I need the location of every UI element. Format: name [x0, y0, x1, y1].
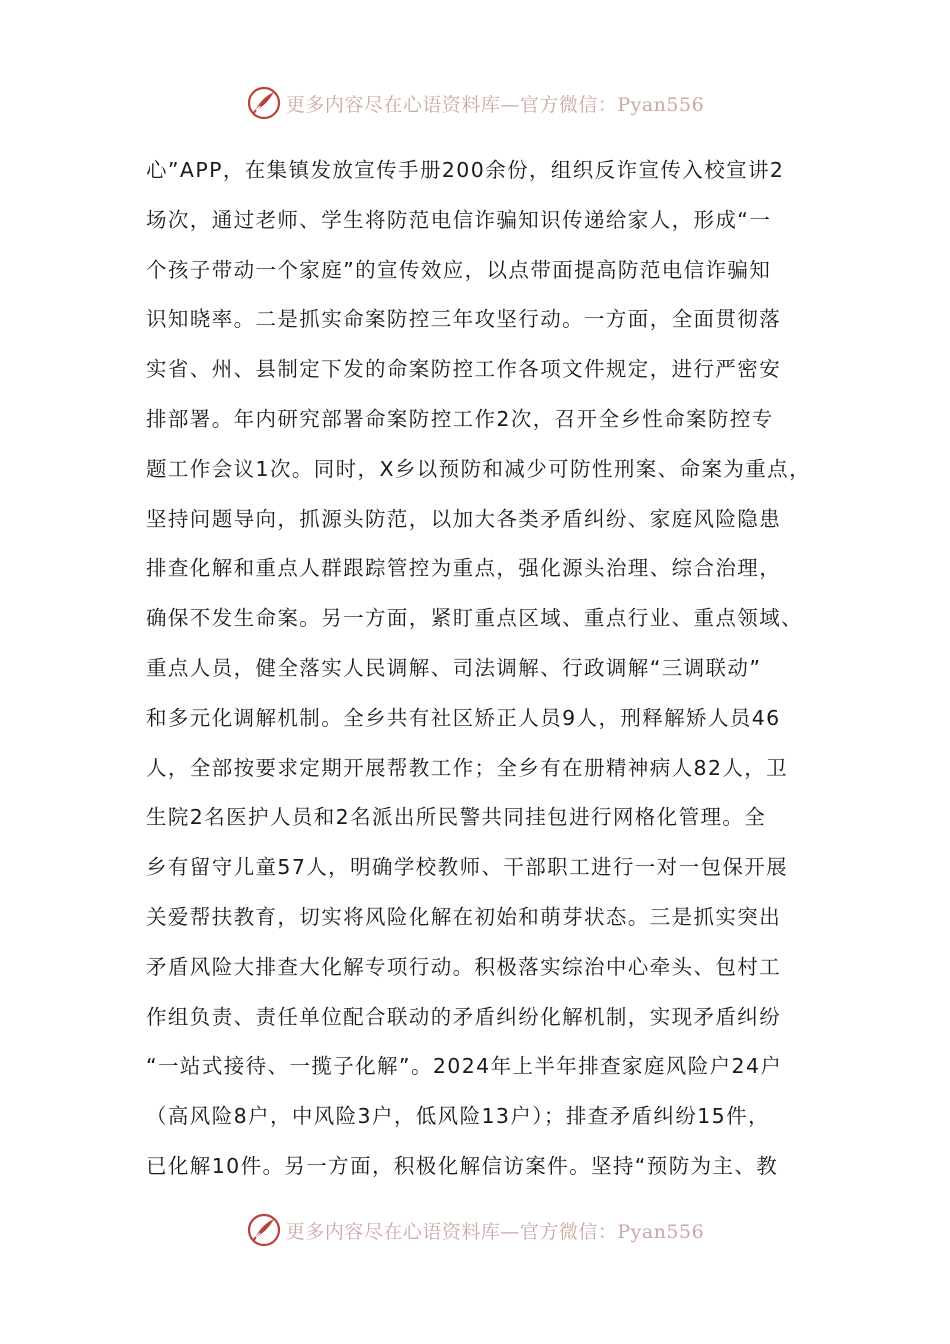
- text-line: 生院2名医护人员和2名派出所民警共同挂包进行网格化管理。全: [146, 805, 767, 830]
- text-line: 场次，通过老师、学生将防范电信诈骗知识传递给家人，形成“一: [146, 207, 772, 232]
- text-line: 确保不发生命案。另一方面，紧盯重点区域、重点行业、重点领域、: [146, 606, 803, 631]
- text-line: 心”APP，在集镇发放宣传手册200余份，组织反诈宣传入校宣讲2: [146, 158, 785, 182]
- document-body: [146, 148, 818, 1194]
- text-line: 乡有留守儿童57人，明确学校教师、干部职工进行一对一包保开展: [146, 855, 789, 880]
- text-line: 作组负责、责任单位配合联动的矛盾纠纷化解机制，实现矛盾纠纷: [146, 1004, 782, 1029]
- text-line: 排查化解和重点人群跟踪管控为重点，强化源头治理、综合治理，: [146, 556, 782, 581]
- banner-text: 更多内容尽在心语资料库—官方微信：Pyan556: [285, 93, 705, 116]
- text-line: 题工作会议1次。同时，X乡以预防和减少可防性刑案、命案为重点，: [146, 456, 811, 481]
- text-line: 实省、州、县制定下发的命案防控工作各项文件规定，进行严密安: [146, 357, 782, 382]
- text-line: 关爱帮扶教育，切实将风险化解在初始和萌芽状态。三是抓实突出: [146, 904, 782, 929]
- text-line: 重点人员，健全落实人民调解、司法调解、行政调解“三调联动”: [146, 655, 762, 680]
- text-line: 已化解10件。另一方面，积极化解信访案件。坚持“预防为主、教: [146, 1153, 779, 1178]
- text-line: 排部署。年内研究部署命案防控工作2次，召开全乡性命案防控专: [146, 406, 774, 431]
- quill-logo-icon: [246, 1212, 282, 1248]
- text-line: 和多元化调解机制。全乡共有社区矫正人员9人，刑释解矫人员46: [146, 705, 781, 730]
- quill-logo-icon: [246, 85, 282, 121]
- banner-text: 更多内容尽在心语资料库—官方微信：Pyan556: [285, 1220, 705, 1243]
- footer-banner: [0, 1210, 950, 1250]
- text-line: （高风险8户，中风险3户，低风险13户）；排查矛盾纠纷15件，: [146, 1104, 770, 1129]
- text-line: 识知晓率。二是抓实命案防控三年攻坚行动。一方面，全面贯彻落: [146, 307, 782, 332]
- text-line: 坚持问题导向，抓源头防范，以加大各类矛盾纠纷、家庭风险隐患: [146, 506, 782, 531]
- text-line: 矛盾风险大排查大化解专项行动。积极落实综治中心牵头、包村工: [146, 954, 782, 979]
- text-line: 人，全部按要求定期开展帮教工作；全乡有在册精神病人82人，卫: [146, 755, 789, 780]
- header-banner: [0, 83, 950, 123]
- text-line: “一站式接待、一揽子化解”。2024年上半年排查家庭风险户24户: [146, 1054, 783, 1079]
- text-line: 个孩子带动一个家庭”的宣传效应，以点带面提高防范电信诈骗知: [146, 257, 772, 282]
